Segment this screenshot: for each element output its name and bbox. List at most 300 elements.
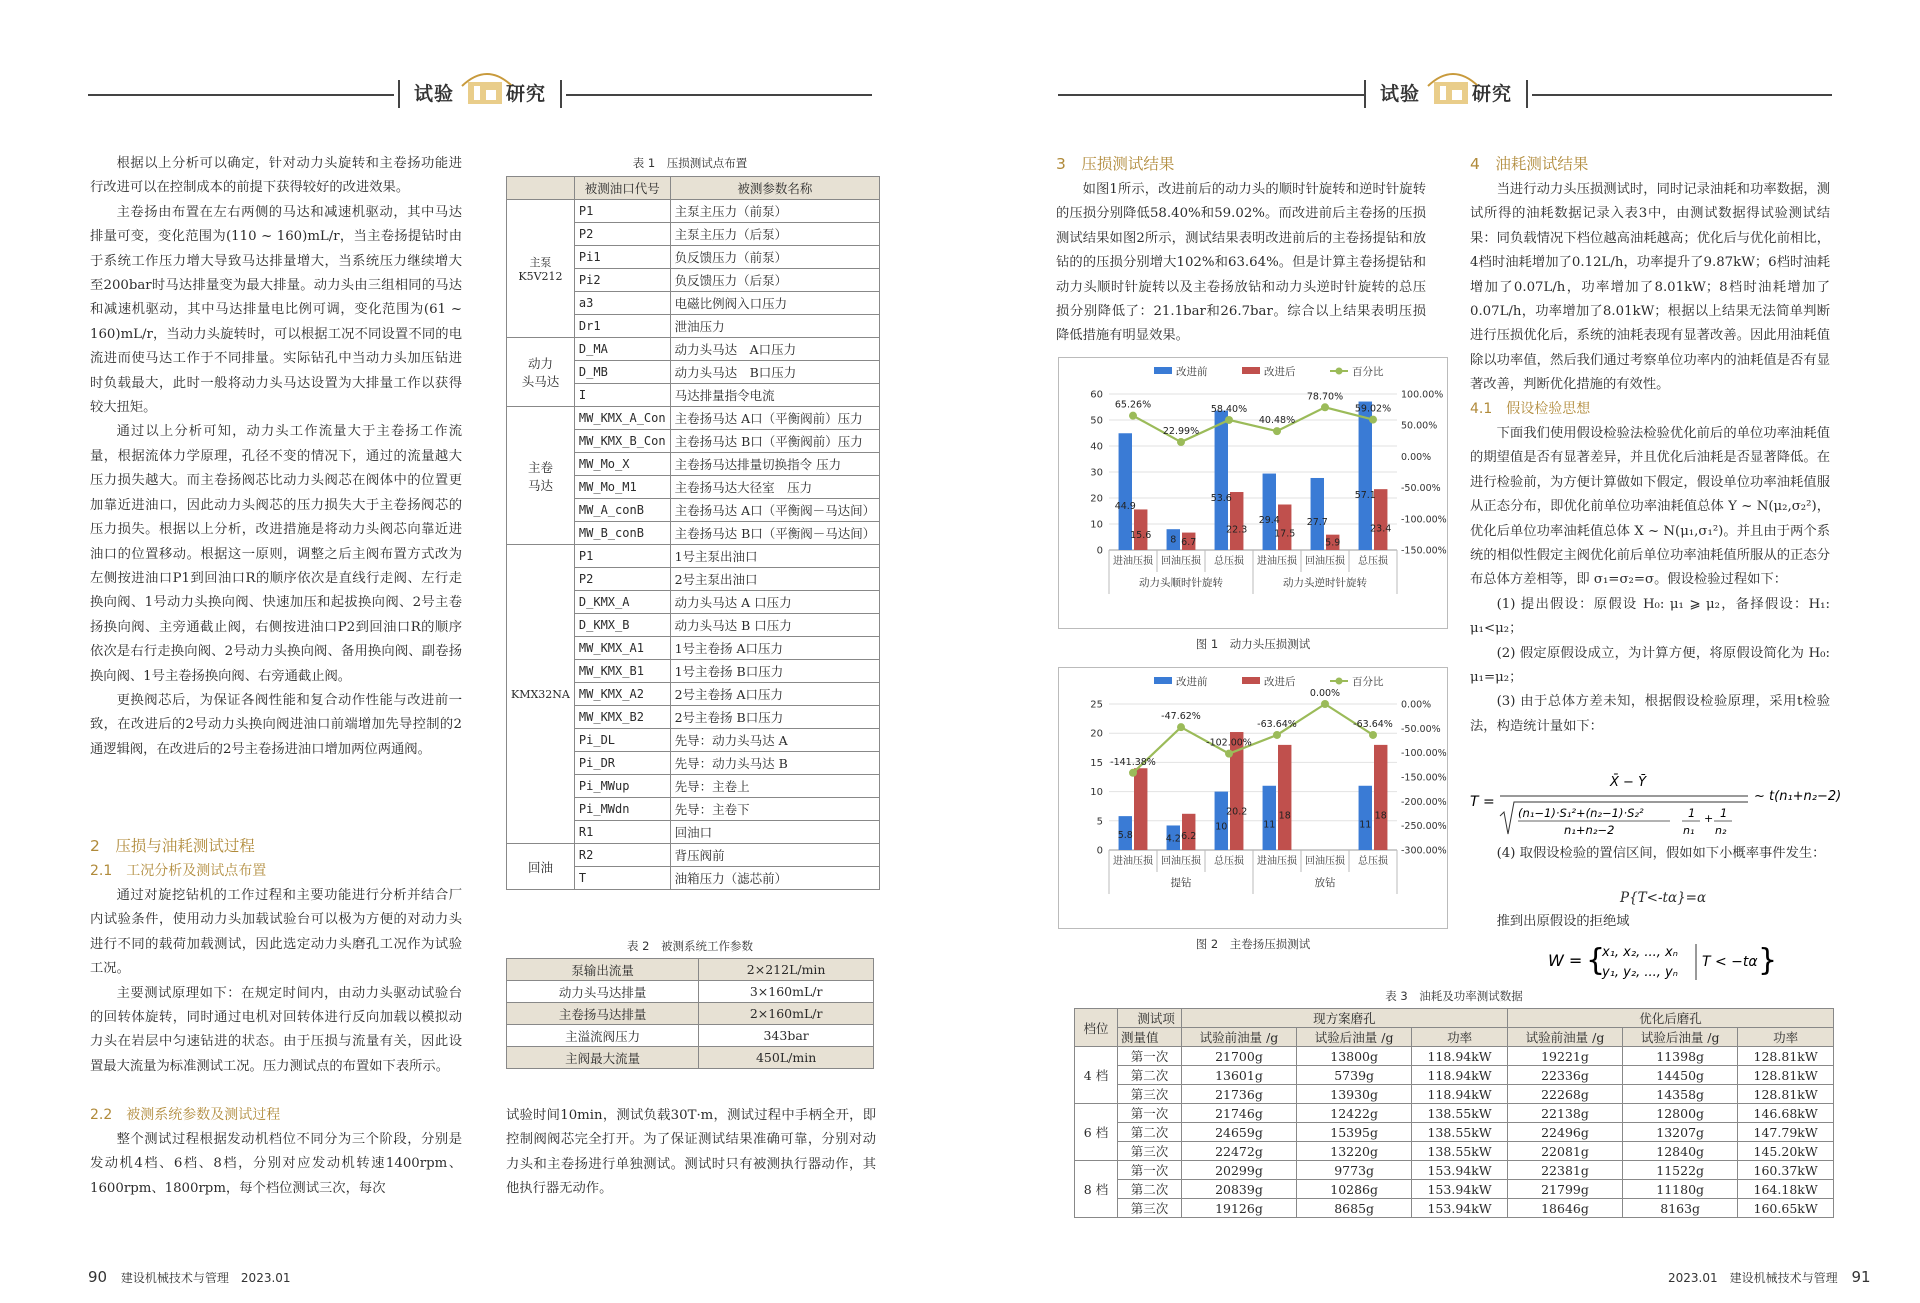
param-name-cell: 泵输出流量: [507, 959, 699, 981]
header-right-text-r: 研究: [1472, 83, 1513, 105]
svg-text:X̄ − Ȳ: X̄ − Ȳ: [1610, 775, 1647, 790]
x-tick-label: 总压损: [1214, 556, 1244, 567]
svg-text:1: 1: [1720, 806, 1728, 820]
table-row: [507, 1025, 874, 1047]
param-cell: 泄油压力: [670, 315, 880, 338]
section-3-paragraph: [1056, 178, 1426, 349]
group-cell: 动力 头马达: [507, 338, 575, 407]
bar-value-label: 18: [1278, 810, 1291, 822]
paragraph: 更换阀芯后，为保证各阀性能和复合动作性能与改进前一致，在改进后的2号动力头换向阀进油口前端增加先导控制的2通逻辑阀，在改进后的2号主卷扬进油口增加两位两通阀。: [90, 692, 462, 757]
svg-text:n₁+n₂−2: n₁+n₂−2: [1564, 823, 1615, 837]
param-cell: 主卷扬马达 B口（平衡阀前）压力: [670, 430, 880, 453]
bar-value-label: 44.9: [1114, 501, 1136, 513]
data-cell: 128.81kW: [1738, 1085, 1834, 1104]
data-cell: 138.55kW: [1412, 1142, 1508, 1161]
pct-label: 40.48%: [1258, 415, 1296, 427]
param-name-cell: 主阀最大流量: [507, 1047, 699, 1069]
bar-value-label: 18: [1374, 810, 1387, 822]
journal-name: 建设机械技术与管理 2023.01: [120, 1271, 291, 1285]
x-tick-label: 回油压损: [1305, 556, 1345, 567]
table-header-row: [1075, 1028, 1834, 1047]
section-4-steps-tail: [1470, 842, 1830, 866]
table2-caption: 表 2 被测系统工作参数: [627, 939, 753, 953]
data-cell: 19126g: [1181, 1199, 1296, 1218]
data-cell: 第一次: [1118, 1161, 1182, 1180]
y2-tick-label: 0.00%: [1401, 699, 1432, 711]
data-cell: 21736g: [1181, 1085, 1296, 1104]
param-value-cell: 3×160mL/r: [699, 981, 874, 1003]
page-number: 90: [88, 1268, 108, 1286]
y-tick-label: 0: [1096, 845, 1103, 857]
header-cell: 测量值: [1118, 1028, 1182, 1047]
bar-after: [1374, 489, 1387, 550]
param-cell: 动力头马达 B口压力: [670, 361, 880, 384]
table-row: [1075, 1142, 1834, 1161]
x-tick-label: 进油压损: [1257, 856, 1297, 867]
data-cell: 153.94kW: [1412, 1180, 1508, 1199]
bar-value-label: 29.4: [1258, 515, 1280, 527]
param-cell: 油箱压力（滤芯前）: [670, 867, 880, 890]
paragraph: 如图1所示，改进前后的动力头的顺时针旋转和逆时针旋转的压损分别降低58.40%和59.02%。而改进前后主卷扬的压损测试结果如图2所示，测试结果表明改进前后的主卷扬提钻和放钻的的压损分别增大102%和63.64%。但是计算主卷扬提钻和动力头顺时针旋转以及主卷扬放钻和动力头逆时针旋转的总压损分别降低了：21.1bar和26.7bar。综合以上结果表明压损降低措施有明显效果。: [1056, 182, 1426, 344]
param-cell: 先导：主卷上: [670, 775, 880, 798]
paragraph: 通过对旋挖钻机的工作过程和主要功能进行分析并结合厂内试验条件，使用动力头加载试验台可以极为方便的对动力头进行不同的载荷加载测试，因此选定动力头磨孔工况作为试验工况。: [90, 888, 462, 977]
bar-after: [1374, 745, 1387, 850]
bar-after: [1230, 492, 1243, 550]
table-row: [507, 981, 874, 1003]
figure2-svg: [1059, 668, 1449, 930]
header-tick: [398, 80, 400, 108]
section-4-title: 4 油耗测试结果: [1470, 155, 1589, 173]
code-cell: MW_A_conB: [574, 499, 670, 522]
bar-value-label: 11: [1359, 819, 1372, 831]
bar-value-label: 5.8: [1117, 830, 1133, 842]
param-value-cell: 343bar: [699, 1025, 874, 1047]
pct-label: -63.64%: [1257, 718, 1297, 730]
data-cell: 22138g: [1507, 1104, 1622, 1123]
data-cell: 8685g: [1297, 1199, 1412, 1218]
code-cell: D_MB: [574, 361, 670, 384]
param-cell: 2号主泵出油口: [670, 568, 880, 591]
param-cell: 动力头马达 A口压力: [670, 338, 880, 361]
header-tick: [1526, 80, 1528, 108]
data-cell: 164.18kW: [1738, 1180, 1834, 1199]
table-row: [507, 338, 880, 361]
group-label: 放钻: [1314, 877, 1336, 889]
pct-label: -102.00%: [1206, 737, 1252, 749]
code-cell: D_MA: [574, 338, 670, 361]
left-intro-paragraphs: [90, 152, 462, 762]
data-cell: 11522g: [1623, 1161, 1738, 1180]
header-cell: 试验后油量 /g: [1297, 1028, 1412, 1047]
y-tick-label: 10: [1090, 519, 1103, 531]
journal-name: 2023.01 建设机械技术与管理: [1668, 1271, 1838, 1285]
code-cell: Dr1: [574, 315, 670, 338]
param-cell: 先导：动力头马达 B: [670, 752, 880, 775]
data-cell: 13601g: [1181, 1066, 1296, 1085]
y2-tick-label: -150.00%: [1401, 772, 1447, 784]
group-label: 提钻: [1170, 877, 1192, 889]
bar-value-label: 10: [1215, 821, 1228, 833]
data-cell: 第一次: [1118, 1104, 1182, 1123]
y2-tick-label: -300.00%: [1401, 845, 1447, 857]
param-cell: 主泵主压力（前泵）: [670, 200, 880, 223]
param-cell: 2号主卷扬 B口压力: [670, 706, 880, 729]
header-cell: [507, 177, 575, 200]
step-5: 推到出原假设的拒绝域: [1496, 914, 1630, 929]
header-rule-right2: [1532, 94, 1832, 96]
bar-value-label: 15.6: [1130, 529, 1152, 541]
y-tick-label: 20: [1090, 493, 1103, 505]
gear-cell: 4 档: [1075, 1047, 1118, 1104]
header-tick: [1364, 80, 1366, 108]
code-cell: R1: [574, 821, 670, 844]
code-cell: R2: [574, 844, 670, 867]
step-2: (2) 假定原假设成立，为计算方便，将原假设简化为 H₀: μ₁=μ₂；: [1470, 645, 1830, 686]
data-cell: 147.79kW: [1738, 1123, 1834, 1142]
footer-left: [88, 1268, 291, 1286]
table1-caption: 表 1 压损测试点布置: [632, 156, 748, 170]
table3-caption: 表 3 油耗及功率测试数据: [1385, 989, 1523, 1003]
code-cell: MW_Mo_M1: [574, 476, 670, 499]
figure1-svg: [1059, 358, 1449, 630]
data-cell: 128.81kW: [1738, 1047, 1834, 1066]
header-cell: 现方案磨孔: [1181, 1009, 1507, 1028]
bar-value-label: 23.4: [1370, 523, 1392, 535]
data-cell: 12840g: [1623, 1142, 1738, 1161]
param-cell: 背压阀前: [670, 844, 880, 867]
param-cell: 动力头马达 B 口压力: [670, 614, 880, 637]
legend-label: 百分比: [1352, 366, 1384, 378]
header-cell: 功率: [1412, 1028, 1508, 1047]
data-cell: 12800g: [1623, 1104, 1738, 1123]
data-cell: 5739g: [1297, 1066, 1412, 1085]
param-cell: 1号主卷扬 B口压力: [670, 660, 880, 683]
data-cell: 10286g: [1297, 1180, 1412, 1199]
table-row: [1075, 1180, 1834, 1199]
pct-point: [1369, 731, 1377, 739]
table-row: [507, 1003, 874, 1025]
pct-point: [1129, 412, 1137, 420]
data-cell: 20839g: [1181, 1180, 1296, 1199]
x-tick-label: 进油压损: [1257, 556, 1297, 567]
svg-text:(n₁−1)·S₁²+(n₂−1)·S₂²: (n₁−1)·S₁²+(n₂−1)·S₂²: [1518, 806, 1644, 820]
table-row: [1075, 1104, 1834, 1123]
figure2-caption: 图 2 主卷扬压损测试: [1195, 937, 1311, 951]
data-cell: 18646g: [1507, 1199, 1622, 1218]
paragraph: 主要测试原理如下：在规定时间内，由动力头驱动试验台的回转体旋转，同时通过电机对回转体进行反向加载以模拟动力头在岩层中匀速钻进的状态。由于压损与流量有关，因此设置最大流量为标准测试工况。压力测试点的布置如下表所示。: [90, 985, 462, 1074]
svg-text:n₂: n₂: [1715, 824, 1727, 837]
data-cell: 160.65kW: [1738, 1199, 1834, 1218]
header-cell: 被测油口代号: [574, 177, 670, 200]
param-cell: 负反馈压力（后泵）: [670, 269, 880, 292]
legend-label: 改进后: [1264, 676, 1296, 688]
param-cell: 先导：动力头马达 A: [670, 729, 880, 752]
y-tick-label: 20: [1090, 728, 1103, 740]
param-cell: 主泵主压力（后泵）: [670, 223, 880, 246]
code-cell: Pi_DL: [574, 729, 670, 752]
table-row: [507, 407, 880, 430]
y2-tick-label: -100.00%: [1401, 514, 1447, 526]
header-cell: 试验前油量 /g: [1181, 1028, 1296, 1047]
group-cell: 主泵 K5V212: [507, 200, 575, 338]
svg-text:T < −tα: T < −tα: [1702, 954, 1758, 970]
data-cell: 153.94kW: [1412, 1161, 1508, 1180]
pct-label: -141.38%: [1110, 756, 1156, 768]
code-cell: MW_B_conB: [574, 522, 670, 545]
y-tick-label: 5: [1096, 816, 1103, 828]
table-row: [1075, 1047, 1834, 1066]
data-cell: 21746g: [1181, 1104, 1296, 1123]
x-tick-label: 进油压损: [1113, 856, 1153, 867]
x-tick-label: 进油压损: [1113, 556, 1153, 567]
data-cell: 118.94kW: [1412, 1066, 1508, 1085]
data-cell: 22268g: [1507, 1085, 1622, 1104]
param-cell: 主卷扬马达排量切换指令 压力: [670, 453, 880, 476]
reject-region-formula: [1548, 936, 1808, 984]
pct-point: [1225, 416, 1233, 424]
figure2-chart: [1058, 667, 1448, 929]
table-row: [507, 1047, 874, 1069]
paragraph: 整个测试过程根据发动机档位不同分为三个阶段，分别是发动机4档、6档、8档，分别对应发动机转速1400rpm、1600rpm、1800rpm，每个档位测试三次，每次: [90, 1132, 462, 1196]
step-4: (4) 取假设检验的置信区间，假如如下小概率事件发生：: [1496, 846, 1826, 861]
x-tick-label: 总压损: [1214, 856, 1244, 867]
legend-swatch: [1154, 367, 1172, 374]
code-cell: P1: [574, 545, 670, 568]
data-cell: 118.94kW: [1412, 1085, 1508, 1104]
section-3-title: 3 压损测试结果: [1056, 155, 1175, 173]
pct-label: 78.70%: [1306, 391, 1344, 403]
data-cell: 19221g: [1507, 1047, 1622, 1066]
svg-text:~ t(n₁+n₂−2): ~ t(n₁+n₂−2): [1754, 789, 1842, 804]
data-cell: 第三次: [1118, 1142, 1182, 1161]
t-statistic-formula: [1470, 766, 1842, 840]
table-row: [1075, 1123, 1834, 1142]
bar-value-label: 6.7: [1181, 536, 1197, 548]
section-4-1-paragraph: [1470, 422, 1830, 739]
legend-label: 改进前: [1176, 366, 1208, 378]
data-cell: 20299g: [1181, 1161, 1296, 1180]
code-cell: MW_KMX_B1: [574, 660, 670, 683]
bar-value-label: 27.7: [1306, 516, 1328, 528]
param-cell: 回油口: [670, 821, 880, 844]
param-value-cell: 2×212L/min: [699, 959, 874, 981]
data-cell: 22336g: [1507, 1066, 1622, 1085]
x-tick-label: 总压损: [1358, 556, 1388, 567]
x-tick-label: 回油压损: [1161, 856, 1201, 867]
param-cell: 电磁比例阀入口压力: [670, 292, 880, 315]
paragraph: 根据以上分析可以确定，针对动力头旋转和主卷扬功能进行改进可以在控制成本的前提下获得较好的改进效果。: [90, 156, 462, 196]
bar-value-label: 57.1: [1354, 490, 1376, 502]
data-cell: 12422g: [1297, 1104, 1412, 1123]
svg-text:T =: T =: [1470, 794, 1495, 810]
pct-point: [1321, 700, 1329, 708]
pct-label: 58.40%: [1210, 403, 1248, 415]
figure1-chart: [1058, 357, 1448, 629]
y-tick-label: 0: [1096, 545, 1103, 557]
bar-after: [1278, 505, 1291, 551]
group-label: 动力头顺时针旋转: [1139, 577, 1223, 589]
svg-text:x₁, x₂, ..., xₙ: x₁, x₂, ..., xₙ: [1602, 945, 1678, 960]
data-cell: 128.81kW: [1738, 1066, 1834, 1085]
code-cell: MW_KMX_A_Con: [574, 407, 670, 430]
section-4-1-title: 4.1 假设检验思想: [1470, 401, 1591, 417]
group-cell: 主卷 马达: [507, 407, 575, 545]
header-tick: [560, 80, 562, 108]
legend-marker: [1336, 678, 1343, 685]
param-cell: 2号主卷扬 A口压力: [670, 683, 880, 706]
data-cell: 118.94kW: [1412, 1047, 1508, 1066]
y-tick-label: 40: [1090, 441, 1103, 453]
header-cell: 试验前油量 /g: [1507, 1028, 1622, 1047]
svg-text:n₁: n₁: [1683, 824, 1695, 837]
group-label: 动力头逆时针旋转: [1283, 577, 1367, 589]
code-cell: MW_KMX_B_Con: [574, 430, 670, 453]
param-value-cell: 2×160mL/r: [699, 1003, 874, 1025]
param-cell: 动力头马达 A 口压力: [670, 591, 880, 614]
bar-value-label: 53.6: [1210, 493, 1232, 505]
y-tick-label: 15: [1090, 757, 1103, 769]
data-cell: 21700g: [1181, 1047, 1296, 1066]
group-cell: KMX32NA: [507, 545, 575, 844]
data-cell: 138.55kW: [1412, 1123, 1508, 1142]
pct-label: 22.99%: [1162, 426, 1200, 438]
param-cell: 1号主泵出油口: [670, 545, 880, 568]
header-cell: 被测参数名称: [670, 177, 880, 200]
y2-tick-label: 100.00%: [1401, 389, 1444, 401]
code-cell: T: [574, 867, 670, 890]
param-name-cell: 主溢流阀压力: [507, 1025, 699, 1047]
data-cell: 第二次: [1118, 1066, 1182, 1085]
pct-point: [1225, 750, 1233, 758]
header-cell: 功率: [1738, 1028, 1834, 1047]
param-cell: 负反馈压力（前泵）: [670, 246, 880, 269]
section-4-paragraph: [1470, 178, 1830, 398]
data-cell: 第三次: [1118, 1199, 1182, 1218]
legend-marker: [1336, 368, 1343, 375]
pct-point: [1177, 723, 1185, 731]
code-cell: Pi2: [574, 269, 670, 292]
header-cell: 档位: [1075, 1009, 1118, 1047]
table2: [506, 958, 874, 1069]
paragraph: 主卷扬由布置在左右两侧的马达和减速机驱动，其中马达排量可变，变化范围为(110 ~ 160)mL/r，当主卷扬提钻时由于系统工作压力增大导致马达排量增大，当系统压力继续增大至200bar时马达排量变为最大排量。动力头由三组相同的马达和减速机驱动，其中马达排量电比例可调，变化范围为(61 ~ 160)mL/r，当动力头旋转时，可以根据工况不同设置不同的电流进而使马达工作于不同排量。实际钻孔中当动力头加压钻进时负载最大，此时一般将动力头马达设置为大排量工作以获得较大扭矩。: [90, 204, 462, 416]
section-2-1-title: 2.1 工况分析及测试点布置: [90, 863, 267, 879]
legend-swatch: [1242, 677, 1260, 684]
y-tick-label: 10: [1090, 787, 1103, 799]
svg-text:1: 1: [1688, 806, 1696, 820]
bar-value-label: 4.2: [1165, 833, 1181, 845]
pct-label: -63.64%: [1353, 718, 1393, 730]
section-2-2-title: 2.2 被测系统参数及测试过程: [90, 1107, 281, 1123]
data-cell: 第一次: [1118, 1047, 1182, 1066]
legend-label: 改进后: [1264, 366, 1296, 378]
y-tick-label: 30: [1090, 467, 1103, 479]
paragraph: 试验时间10min，测试负载30T·m，测试过程中手柄全开，即控制阀阀芯完全打开。为了保证测试结果准确可靠，分别对动力头和主卷扬进行单独测试。测试时只有被测执行器动作，其他执行器无动作。: [506, 1108, 876, 1197]
reject-region-text: [1470, 910, 1830, 934]
header-rule-left: [88, 94, 394, 96]
data-cell: 146.68kW: [1738, 1104, 1834, 1123]
data-cell: 13800g: [1297, 1047, 1412, 1066]
code-cell: P2: [574, 568, 670, 591]
code-cell: P2: [574, 223, 670, 246]
y2-tick-label: -100.00%: [1401, 748, 1447, 760]
data-cell: 21799g: [1507, 1180, 1622, 1199]
data-cell: 24659g: [1181, 1123, 1296, 1142]
y2-tick-label: -50.00%: [1401, 723, 1441, 735]
legend-label: 改进前: [1176, 676, 1208, 688]
table-row: [1075, 1199, 1834, 1218]
data-cell: 8163g: [1623, 1199, 1738, 1218]
data-cell: 145.20kW: [1738, 1142, 1834, 1161]
header-rule-left2: [566, 94, 872, 96]
table-row: [507, 844, 880, 867]
header-left-text-r: 试验: [1380, 83, 1421, 105]
param-name-cell: 动力头马达排量: [507, 981, 699, 1003]
y2-tick-label: -50.00%: [1401, 483, 1441, 495]
code-cell: a3: [574, 292, 670, 315]
param-cell: 先导：主卷下: [670, 798, 880, 821]
pct-point: [1273, 731, 1281, 739]
bar-before: [1359, 786, 1372, 850]
gear-cell: 6 档: [1075, 1104, 1118, 1161]
code-cell: Pi_MWdn: [574, 798, 670, 821]
bar-value-label: 6.2: [1181, 831, 1197, 843]
code-cell: MW_KMX_A1: [574, 637, 670, 660]
code-cell: MW_Mo_X: [574, 453, 670, 476]
pct-point: [1129, 769, 1137, 777]
header-cell: 测试项: [1118, 1009, 1182, 1028]
code-cell: D_KMX_A: [574, 591, 670, 614]
data-cell: 9773g: [1297, 1161, 1412, 1180]
bar-before: [1311, 478, 1324, 550]
legend-swatch: [1154, 677, 1172, 684]
param-cell: 主卷扬马达 B口（平衡阀－马达间）: [670, 522, 880, 545]
bar-value-label: 22.3: [1226, 524, 1248, 536]
data-cell: 11398g: [1623, 1047, 1738, 1066]
y2-tick-label: -150.00%: [1401, 545, 1447, 557]
pct-label: 65.26%: [1114, 399, 1152, 411]
data-cell: 13207g: [1623, 1123, 1738, 1142]
step-3: (3) 由于总体方差未知，根据假设检验原理，采用t检验法，构造统计量如下：: [1470, 694, 1830, 734]
svg-text:W =: W =: [1548, 951, 1583, 970]
data-cell: 22496g: [1507, 1123, 1622, 1142]
table-row: [507, 200, 880, 223]
code-cell: Pi_DR: [574, 752, 670, 775]
svg-text:{: {: [1586, 943, 1606, 978]
param-name-cell: 主卷扬马达排量: [507, 1003, 699, 1025]
page-number: 91: [1851, 1268, 1871, 1286]
probability-formula: P{T<-tα}=α: [1620, 890, 1707, 906]
bar-value-label: 11: [1263, 819, 1276, 831]
data-cell: 第三次: [1118, 1085, 1182, 1104]
section-2-title: 2 压损与油耗测试过程: [90, 837, 255, 855]
table-header-row: [507, 177, 880, 200]
bar-value-label: 17.5: [1274, 528, 1296, 540]
step-1: (1) 提出假设：原假设 H₀: μ₁ ⩾ μ₂，备择假设：H₁: μ₁<μ₂；: [1470, 596, 1830, 637]
data-cell: 第二次: [1118, 1123, 1182, 1142]
pct-label: 0.00%: [1309, 688, 1341, 699]
data-cell: 153.94kW: [1412, 1199, 1508, 1218]
data-cell: 22081g: [1507, 1142, 1622, 1161]
table-row: [1075, 1085, 1834, 1104]
data-cell: 13220g: [1297, 1142, 1412, 1161]
pct-point: [1177, 438, 1185, 446]
pct-point: [1321, 403, 1329, 411]
table1: [506, 176, 880, 890]
section-2-1-paragraphs: [90, 884, 462, 1079]
param-cell: 主卷扬马达 A口（平衡阀前）压力: [670, 407, 880, 430]
param-value-cell: 450L/min: [699, 1047, 874, 1069]
data-cell: 15395g: [1297, 1123, 1412, 1142]
